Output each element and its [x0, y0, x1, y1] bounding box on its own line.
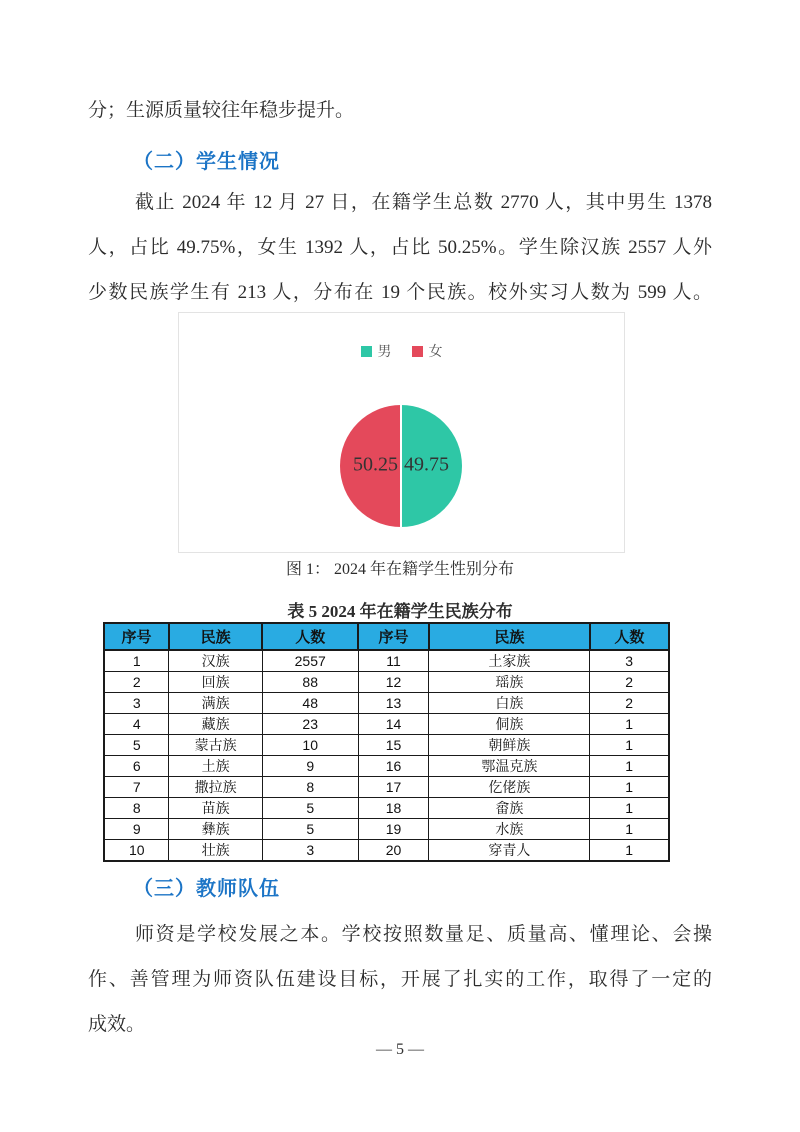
pie-split-line: [400, 405, 402, 527]
table-cell: 汉族: [169, 650, 262, 672]
table-cell: 11: [358, 650, 429, 672]
table-cell: 侗族: [429, 714, 590, 735]
male-color-swatch: [361, 346, 372, 357]
legend-item-female: [412, 341, 443, 361]
table-row: [104, 672, 669, 693]
table-header-row: [104, 623, 669, 650]
gender-pie-chart: [178, 312, 625, 553]
table-cell: 白族: [429, 693, 590, 714]
pie: [340, 405, 462, 527]
table-cell: 鄂温克族: [429, 756, 590, 777]
table-cell: 1: [590, 798, 669, 819]
paragraph-line: 人，占比 49.75%，女生 1392 人，占比 50.25%。学生除汉族 2557 人外: [88, 237, 712, 258]
table-cell: 7: [104, 777, 169, 798]
paragraph-line: 截止 2024 年 12 月 27 日，在籍学生总数 2770 人，其中男生 1378: [135, 192, 712, 213]
table-header-cell: 人数: [590, 623, 669, 650]
legend-label-female: 女: [428, 345, 443, 360]
table-cell: 满族: [169, 693, 262, 714]
students-paragraph: [88, 180, 712, 315]
table-cell: 9: [104, 819, 169, 840]
table-row: [104, 798, 669, 819]
table-cell: 1: [590, 714, 669, 735]
female-color-swatch: [412, 346, 423, 357]
table-cell: 15: [358, 735, 429, 756]
table-title: 表 5 2024 年在籍学生民族分布: [287, 602, 513, 621]
table-cell: 17: [358, 777, 429, 798]
table-header-cell: 民族: [169, 623, 262, 650]
pie-value-male: 49.75: [404, 453, 449, 476]
table-row: [104, 693, 669, 714]
table-cell: 1: [590, 840, 669, 862]
table-cell: 8: [262, 777, 358, 798]
table-cell: 蒙古族: [169, 735, 262, 756]
table-cell: 1: [590, 735, 669, 756]
paragraph-line: 少数民族学生有 213 人，分布在 19 个民族。校外实习人数为 599 人。: [88, 282, 712, 303]
table-cell: 20: [358, 840, 429, 862]
table-cell: 1: [590, 756, 669, 777]
chart-legend: [179, 341, 624, 361]
pie-value-female: 50.25: [353, 453, 398, 476]
table-cell: 4: [104, 714, 169, 735]
table-cell: 6: [104, 756, 169, 777]
table-cell: 1: [590, 777, 669, 798]
table-cell: 3: [590, 650, 669, 672]
table-cell: 撒拉族: [169, 777, 262, 798]
table-cell: 10: [104, 840, 169, 862]
table-row: [104, 777, 669, 798]
table-cell: 13: [358, 693, 429, 714]
table-cell: 1: [590, 819, 669, 840]
table-cell: 16: [358, 756, 429, 777]
table-cell: 5: [104, 735, 169, 756]
table-cell: 2: [104, 672, 169, 693]
section-heading-students: （二）学生情况: [133, 151, 280, 173]
table-header-cell: 序号: [104, 623, 169, 650]
table-cell: 9: [262, 756, 358, 777]
table-row: [104, 840, 669, 862]
table-cell: 回族: [169, 672, 262, 693]
table-cell: 23: [262, 714, 358, 735]
table-cell: 朝鲜族: [429, 735, 590, 756]
table-cell: 瑶族: [429, 672, 590, 693]
table-cell: 1: [104, 650, 169, 672]
table-cell: 土族: [169, 756, 262, 777]
table-cell: 19: [358, 819, 429, 840]
table-cell: 88: [262, 672, 358, 693]
table-cell: 藏族: [169, 714, 262, 735]
table-cell: 壮族: [169, 840, 262, 862]
table-cell: 3: [262, 840, 358, 862]
table-cell: 2557: [262, 650, 358, 672]
table-cell: 48: [262, 693, 358, 714]
paragraph-line: 师资是学校发展之本。学校按照数量足、质量高、懂理论、会操: [135, 924, 712, 945]
intro-line: 分；生源质量较往年稳步提升。: [88, 100, 355, 121]
table-header-cell: 人数: [262, 623, 358, 650]
table-row: [104, 714, 669, 735]
table-cell: 穿青人: [429, 840, 590, 862]
table-cell: 8: [104, 798, 169, 819]
table-header-cell: 民族: [429, 623, 590, 650]
table-cell: 10: [262, 735, 358, 756]
table-cell: 12: [358, 672, 429, 693]
table-cell: 2: [590, 672, 669, 693]
teachers-paragraph: [88, 912, 712, 1047]
table-row: [104, 819, 669, 840]
table-cell: 彝族: [169, 819, 262, 840]
ethnicity-table: [103, 622, 670, 862]
legend-label-male: 男: [377, 345, 392, 360]
table-cell: 土家族: [429, 650, 590, 672]
table-row: [104, 735, 669, 756]
paragraph-line: 成效。: [88, 1014, 146, 1035]
table-cell: 5: [262, 819, 358, 840]
page-number: — 5 —: [376, 1041, 424, 1058]
table-row: [104, 756, 669, 777]
table-cell: 3: [104, 693, 169, 714]
table-cell: 14: [358, 714, 429, 735]
table-cell: 苗族: [169, 798, 262, 819]
table-cell: 水族: [429, 819, 590, 840]
figure-caption: 图 1： 2024 年在籍学生性别分布: [285, 561, 514, 578]
table-cell: 18: [358, 798, 429, 819]
table-cell: 畲族: [429, 798, 590, 819]
table-cell: 5: [262, 798, 358, 819]
section-heading-teachers: （三）教师队伍: [133, 878, 280, 900]
table-cell: 仡佬族: [429, 777, 590, 798]
table-row: [104, 650, 669, 672]
table-cell: 2: [590, 693, 669, 714]
legend-item-male: [361, 341, 392, 361]
paragraph-line: 作、善管理为师资队伍建设目标，开展了扎实的工作，取得了一定的: [88, 969, 712, 990]
table-header-cell: 序号: [358, 623, 429, 650]
